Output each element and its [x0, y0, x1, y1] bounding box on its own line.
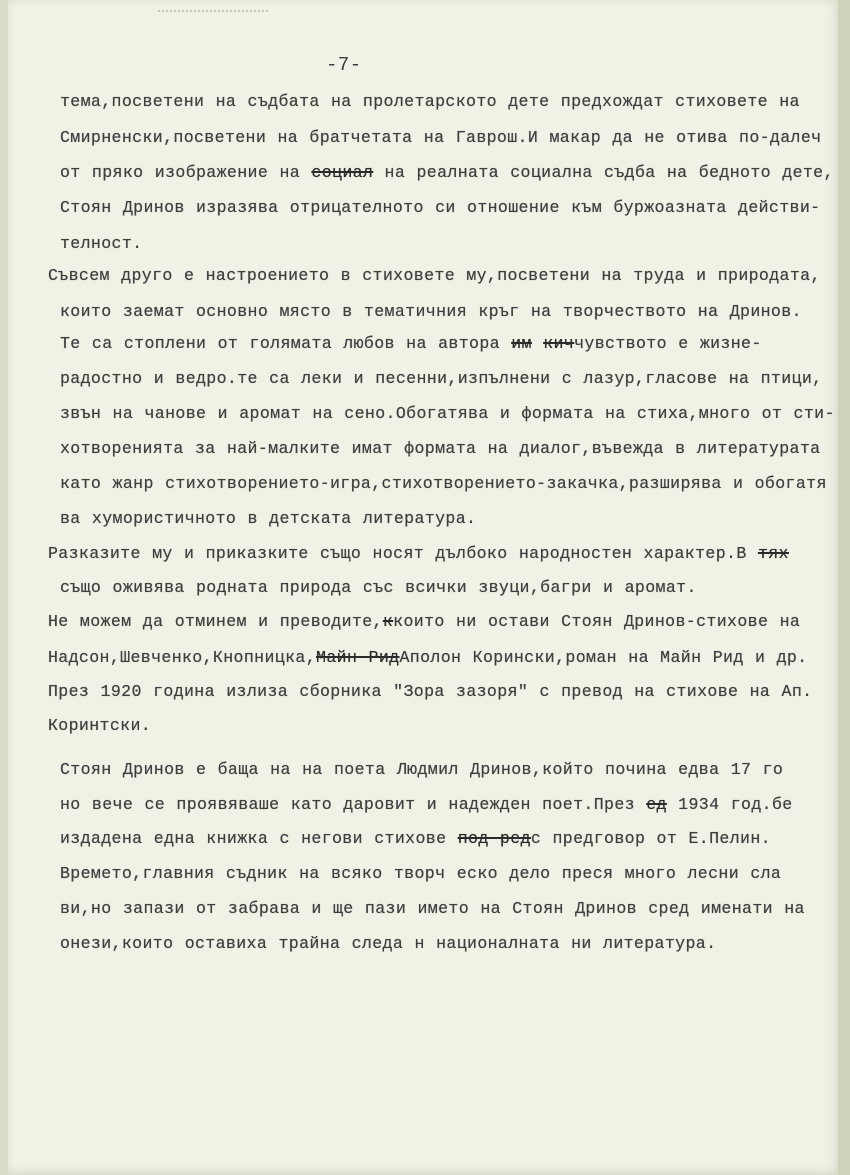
text-segment: Съвсем друго е настроението в стиховете му,посветени на труда и природата,: [48, 266, 821, 285]
text-segment: Смирненски,посветени на братчетата на Гаврош.И макар да не отива по-далеч: [60, 128, 822, 147]
text-line: [60, 829, 771, 848]
text-segment: Коринтски.: [48, 716, 152, 735]
text-segment: Надсон,Шевченко,Кнопницка,: [48, 648, 317, 667]
text-segment: от пряко изображение на: [60, 163, 312, 182]
text-line: [60, 439, 820, 458]
text-line: [60, 509, 476, 528]
page-number: -7-: [326, 54, 362, 76]
text-segment: Аполон Корински,роман на Майн Рид и др.: [399, 648, 808, 667]
text-line: [60, 92, 800, 111]
text-segment: които заемат основно място в тематичния кръг на творчеството на Дринов.: [60, 302, 802, 321]
text-segment: които ни остави Стоян Дринов-стихове на: [393, 612, 801, 631]
struck-out-text: кич: [543, 334, 575, 353]
struck-out-text: Майн Рид: [316, 648, 400, 667]
text-segment: Не можем да отминем и преводите,: [48, 612, 383, 631]
text-segment: на реалната социална съдба на бедното дете,: [373, 163, 834, 182]
text-segment: Те са стоплени от голямата любов на автора: [60, 334, 512, 353]
text-segment: Стоян Дринов изразява отрицателното си отношение към буржоазната действи-: [60, 198, 821, 217]
text-line: [60, 302, 802, 321]
text-segment: хотворенията за най-малките имат формата на диалог,въвежда в литературата: [60, 439, 821, 458]
text-segment: [532, 334, 543, 353]
struck-out-text: к: [382, 612, 394, 631]
text-segment: чувството е жизне-: [574, 334, 762, 353]
text-segment: 1934 год.бе: [666, 795, 793, 814]
text-segment: телност.: [60, 234, 143, 253]
text-segment: Стоян Дринов е баща на на поета Людмил Дринов,който почина едва 17 го: [60, 760, 784, 779]
typewritten-page: [8, 0, 840, 1175]
text-line: [60, 404, 835, 423]
text-line: [60, 234, 142, 253]
text-line: [48, 612, 800, 631]
text-line: [60, 899, 805, 918]
text-line: [60, 578, 697, 597]
text-segment: като жанр стихотворението-игра,стихотворението-закачка,разширява и обогатя: [60, 474, 827, 493]
text-line: [48, 544, 789, 563]
text-line: [60, 864, 781, 883]
struck-out-text: ед: [646, 795, 667, 814]
text-line: [48, 682, 812, 701]
struck-out-text: тях: [757, 544, 789, 563]
text-line: [60, 334, 762, 353]
text-line: [60, 934, 716, 953]
text-segment: ви,но запази от забрава и ще пази името на Стоян Дринов сред именати на: [60, 899, 805, 918]
text-line: [60, 369, 822, 388]
text-segment: радостно и ведро.те са леки и песенни,изпълнени с лазур,гласове на птици,: [60, 369, 823, 388]
struck-out-text: социал: [311, 163, 374, 182]
text-segment: Разказите му и приказките също носят дълбоко народностен характер.В: [48, 544, 758, 563]
text-line: [48, 266, 821, 285]
text-segment: но вече се проявяваше като даровит и надежден поет.През: [60, 795, 647, 814]
ink-smudge: [158, 10, 268, 20]
text-line: [60, 474, 827, 493]
text-line: [48, 716, 151, 735]
text-line: [60, 795, 793, 814]
text-segment: издадена една книжка с негови стихове: [60, 829, 458, 848]
text-segment: ва хумористичното в детската литература.: [60, 509, 477, 528]
text-segment: също оживява родната природа със всички звуци,багри и аромат.: [60, 578, 697, 597]
text-line: [60, 760, 783, 779]
struck-out-text: под ред: [457, 829, 531, 848]
text-segment: онези,които оставиха трайна следа н националната ни литература.: [60, 934, 717, 953]
page-edge: [838, 0, 850, 1175]
text-segment: звън на чанове и аромат на сено.Обогатява и формата на стиха,много от сти-: [60, 404, 835, 423]
text-line: [60, 198, 820, 217]
text-segment: През 1920 година излиза сборника "Зора зазоря" с превод на стихове на Ап.: [48, 682, 813, 701]
text-segment: с предговор от Е.Пелин.: [530, 829, 771, 848]
text-line: [48, 648, 808, 667]
struck-out-text: им: [511, 334, 532, 353]
text-segment: тема,посветени на съдбата на пролетарското дете предхождат стиховете на: [60, 92, 800, 111]
text-line: [60, 128, 821, 147]
text-line: [60, 163, 834, 182]
text-segment: Времето,главния съдник на всяко творч еско дело преся много лесни сла: [60, 864, 782, 883]
